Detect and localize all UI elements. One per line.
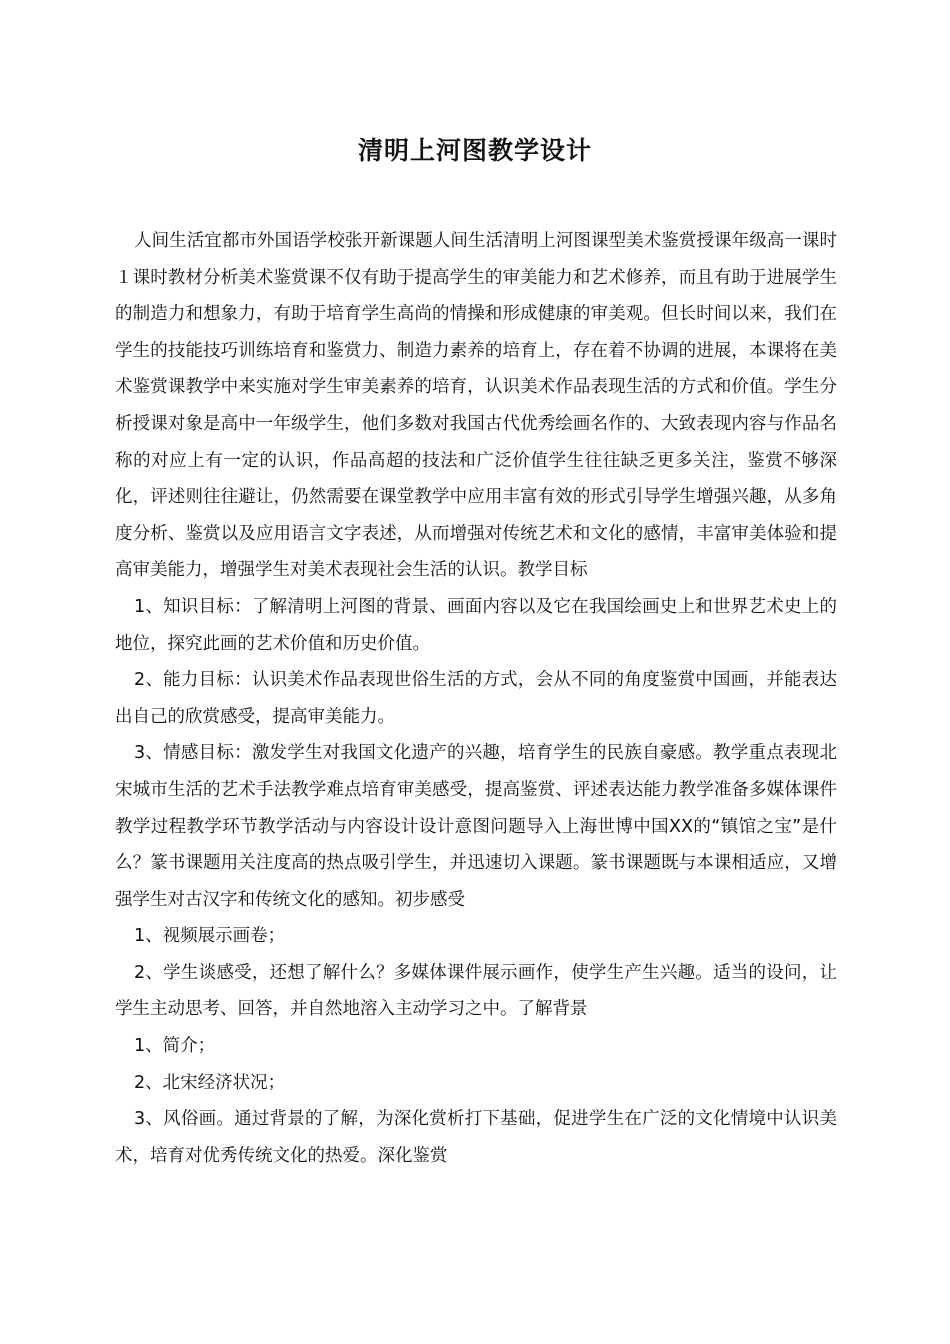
paragraph-video-display: 1、视频展示画卷； xyxy=(134,926,286,947)
paragraph-intro: 人间生活宜都市外国语学校张开新课题人间生活清明上河图课型美术鉴赏授课年级高一课时１课时教材分析美术鉴赏课不仅有助于提高学生的审美能力和艺术修养，而且有助于进展学生的制造力和想象力，有助于培育学生高尚的情操和形成健康的审美观。但长时间以来，我们在学生的技能技巧训练培育和鉴赏力、制造力素养的培育上，存在着不协调的进展，本课将在美术鉴赏课教学中来实施对学生审美素养的培育，认识美术作品表现生活的方式和价值。学生分析授课对象是高中一年级学生，他们多数对我国古代优秀绘画名作的、大致表现内容与作品名称的对应上有一定的认识，作品高超的技法和广泛价值学生往往缺乏更多关注，鉴赏不够深化，评述则往往避让，仍然需要在课堂教学中应用丰富有效的形式引导学生增强兴趣，从多角度分析、鉴赏以及应用语言文字表述，从而增强对传统艺术和文化的感情，丰富审美体验和提高审美能力，增强学生对美术表现社会生活的认识。教学目标 xyxy=(115,231,837,581)
paragraph-genre-painting: 3、风俗画。通过背景的了解，为深化赏析打下基础，促进学生在广泛的文化情境中认识美术，培育对优秀传统文化的热爱。深化鉴赏 xyxy=(115,1109,837,1166)
paragraph-student-feedback: 2、学生谈感受，还想了解什么？多媒体课件展示画作，使学生产生兴趣。适当的设问，让学生主动思考、回答，并自然地溶入主动学习之中。了解背景 xyxy=(115,962,837,1020)
document-body xyxy=(115,223,837,1174)
paragraph-introduction-item: 1、简介； xyxy=(134,1036,216,1057)
paragraph-economy-item: 2、北宋经济状况； xyxy=(134,1072,286,1093)
paragraph-emotion-goal: 3、情感目标：激发学生对我国文化遗产的兴趣，培育学生的民族自豪感。教学重点表现北宋城市生活的艺术手法教学难点培育审美感受，提高鉴赏、评述表达能力教学准备多媒体课件教学过程教学环节教学活动与内容设计设计意图问题导入上海世博中国XX的“镇馆之宝”是什么？篆书课题用关注度高的热点吸引学生，并迅速切入课题。篆书课题既与本课相适应，又增强学生对古汉字和传统文化的感知。初步感受 xyxy=(115,743,837,910)
paragraph-ability-goal: 2、能力目标：认识美术作品表现世俗生活的方式，会从不同的角度鉴赏中国画，并能表达出自己的欣赏感受，提高审美能力。 xyxy=(115,670,837,727)
document-title: 清明上河图教学设计 xyxy=(357,136,592,165)
paragraph-knowledge-goal: 1、知识目标：了解清明上河图的背景、画面内容以及它在我国绘画史上和世界艺术史上的地位，探究此画的艺术价值和历史价值。 xyxy=(115,596,837,654)
